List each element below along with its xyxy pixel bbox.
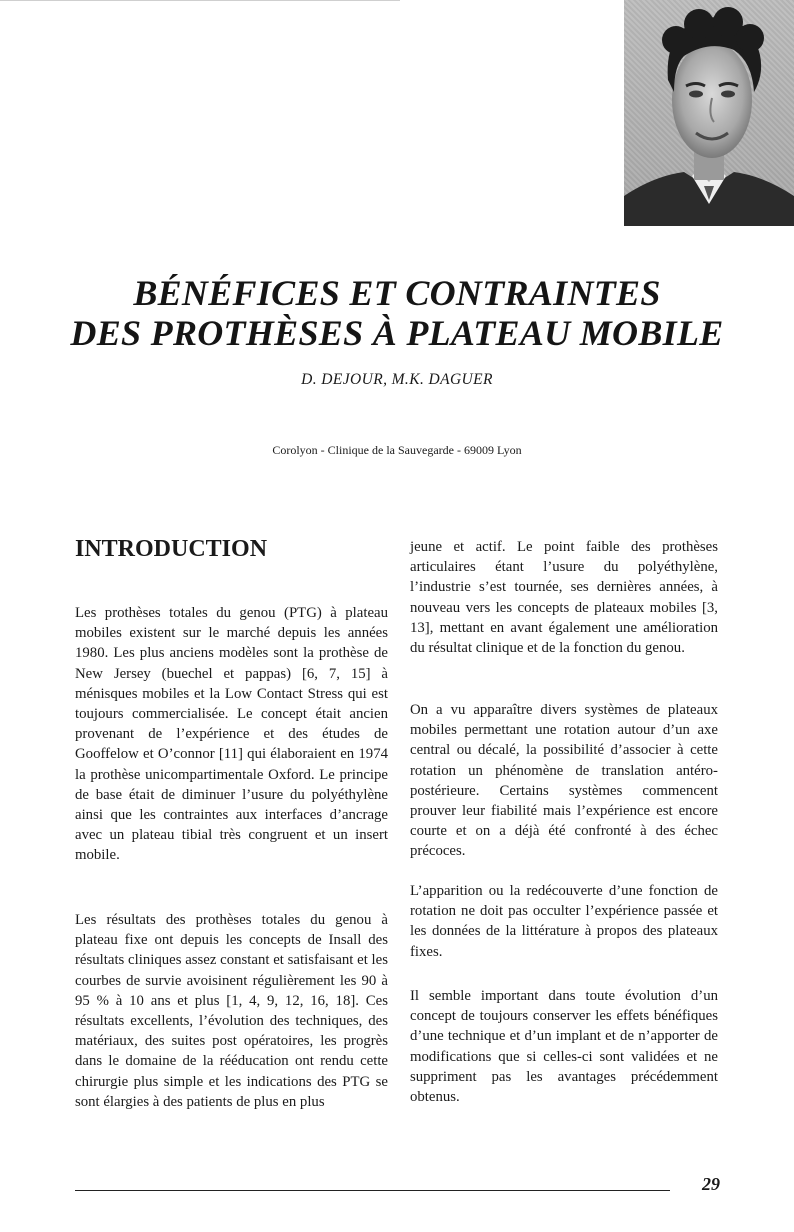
- paragraph: jeune et actif. Le point faible des prothèses articulaires étant l’usure du polyéthylène, l’industrie s’est tournée, ses dernières années, à nouveau vers les concepts de plateaux mobiles [3, 13], mettant en avant également une amélioration du résultat clinique et de la fonction du genou.: [410, 539, 718, 657]
- footer-rule: [75, 1190, 670, 1191]
- page-number: 29: [702, 1174, 720, 1194]
- authors: D. DEJOUR, M.K. DAGUER: [301, 371, 493, 388]
- article-title-line-1: BÉNÉFICES ET CONTRAINTES: [133, 273, 661, 313]
- right-column-paragraph-3: [410, 881, 718, 962]
- right-column-paragraph-2: [410, 700, 718, 862]
- right-column-paragraph-1: [410, 537, 718, 658]
- paragraph: L’apparition ou la redécouverte d’une fonction de rotation ne doit pas occulter l’expérience passée et les données de la littérature à propos des plateaux fixes.: [410, 883, 718, 960]
- article-title-line-2: DES PROTHÈSES À PLATEAU MOBILE: [70, 313, 724, 353]
- paragraph: On a vu apparaître divers systèmes de plateaux mobiles permettant une rotation autour d’un axe central ou décalé, la possibilité d’associer à cette rotation un phénomène de translation antéro-postérieure. Certains systèmes commencent prouver leur fiabilité mais l’expérience est encore courte et on a déjà été confronté à des échec précoces.: [410, 702, 718, 860]
- section-heading: INTRODUCTION: [75, 536, 268, 562]
- left-column-paragraph-2: [75, 910, 388, 1112]
- author-portrait-photo: [624, 0, 794, 226]
- paragraph: Les résultats des prothèses totales du genou à plateau fixe ont depuis les concepts de Insall des résultats cliniques assez constant et satisfaisant et les courbes de survie avoisinent régulièrement les 90 à 95 % à 10 ans et plus [1, 4, 9, 12, 16, 18]. Ces résultats excellents, l’évolution des techniques, des matériaux, des suites post opératoires, les progrès dans le domaine de la rééducation ont rendu cette chirurgie plus simple et les indications des PTG se sont élargies à des patients de plus en plus: [75, 912, 388, 1110]
- left-column-paragraph-1: [75, 603, 388, 866]
- author-portrait: [624, 0, 794, 226]
- paragraph: Les prothèses totales du genou (PTG) à plateau mobiles existent sur le marché depuis les années 1980. Les plus anciens modèles sont la prothèse de New Jersey (buechel et pappas) [6, 7, 15] à ménisques mobiles et la Low Contact Stress qui est toujours commercialisée. Le concept était ancien provenant de l’expérience et des études de Gooffelow et O’connor [11] qui élaboraient en 1974 la prothèse unicompartimentale Oxford. Le principe de base était de diminuer l’usure du polyéthylène ainsi que les contraintes aux interfaces d’ancrage avec un plateau tibial très congruent et un insert mobile.: [75, 605, 388, 864]
- right-column-paragraph-4: [410, 986, 718, 1107]
- top-rule: [0, 0, 400, 1]
- affiliation: Corolyon - Clinique de la Sauvegarde - 69009 Lyon: [272, 443, 522, 457]
- paragraph: Il semble important dans toute évolution d’un concept de toujours conserver les effets bénéfiques d’une technique et d’un implant et de n’apporter de modifications que si celles-ci sont validées et ne suppriment pas les avantages précédemment obtenus.: [410, 988, 718, 1106]
